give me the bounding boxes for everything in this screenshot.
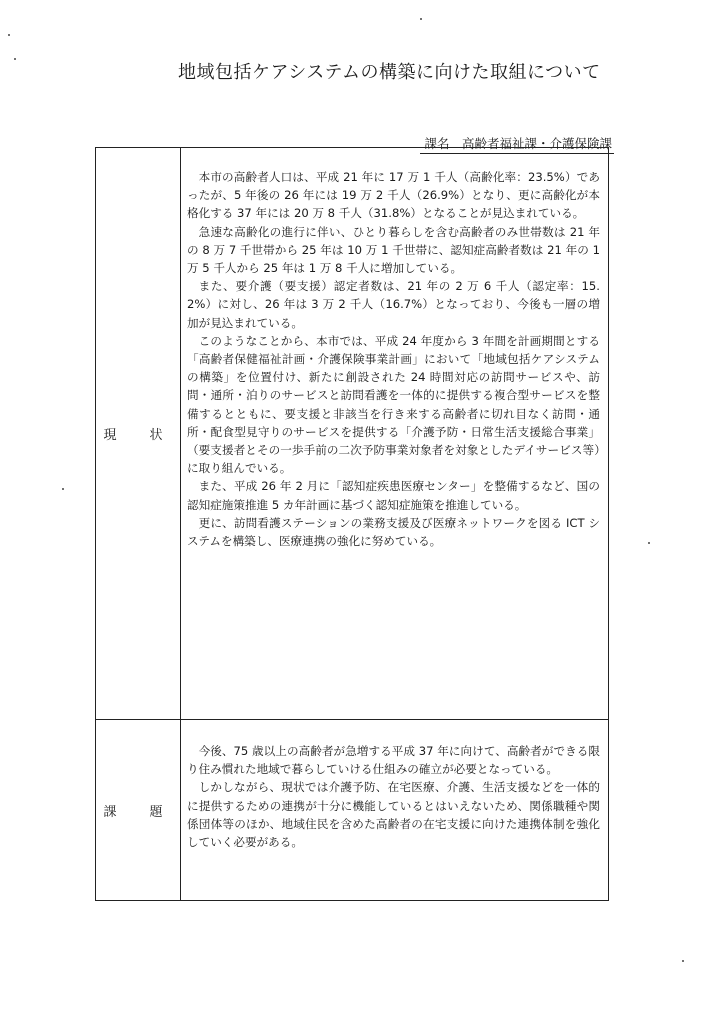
- scan-speck: [8, 34, 10, 36]
- scan-speck: [682, 960, 684, 962]
- current-status-label: 現 状: [96, 148, 181, 720]
- current-status-row: [96, 148, 609, 720]
- document-title: 地域包括ケアシステムの構築に向けた取組について: [178, 62, 601, 83]
- scan-speck: [648, 542, 650, 544]
- paragraph: このようなことから、本市では、平成 24 年度から 3 年間を計画期間とする「高齢者保健福祉計画・介護保険事業計画」において「地域包括ケアシステムの構築」を位置付け、新たに創設された 24 時間対応の訪問サービスや、訪問・通所・泊りのサービスと訪問看護を一体的に提供する複合型サービスを整備するとともに、要支援と非該当を行き来する高齢者に切れ目なく訪問・通所・配食型見守りのサービスを提供する「介護予防・日常生活支援総合事業」（要支援者とその一歩手前の二次予防事業対象者を対象としたデイサービス等）に取り組んでいる。: [187, 333, 600, 476]
- department-name: 課名 高齢者福祉課・介護保険課: [420, 134, 614, 154]
- paragraph: 本市の高齢者人口は、平成 21 年に 17 万 1 千人（高齢化率：23.5%）であったが、5 年後の 26 年には 19 万 2 千人（26.9%）となり、更に高齢化が本格化する 37 年には 20 万 8 千人（31.8%）となることが見込まれている。: [187, 170, 600, 221]
- paragraph: また、平成 26 年 2 月に「認知症疾患医療センター」を整備するなど、国の認知症施策推進 5 カ年計画に基づく認知症施策を推進している。: [187, 479, 600, 512]
- paragraph: 今後、75 歳以上の高齢者が急増する平成 37 年に向けて、高齢者ができる限り住み慣れた地域で暮らしていける仕組みの確立が必要となっている。: [187, 744, 600, 777]
- issues-row: [96, 720, 609, 901]
- issues-cell: [181, 720, 609, 901]
- paragraph: しかしながら、現状では介護予防、在宅医療、介護、生活支援などを一体的に提供するための連携が十分に機能しているとはいえないため、関係職種や関係団体等のほか、地域住民を含めた高齢者の在宅支援に向けた連携体制を強化していく必要がある。: [187, 780, 600, 850]
- issues-text: [181, 720, 608, 851]
- issues-label: 課 題: [96, 720, 181, 901]
- scan-speck: [420, 18, 422, 20]
- scan-speck: [14, 58, 16, 60]
- scan-speck: [62, 488, 64, 490]
- content-table: [95, 147, 609, 901]
- paragraph: 更に、訪問看護ステーションの業務支援及び医療ネットワークを図る ICT システムを構築し、医療連携の強化に努めている。: [187, 515, 600, 549]
- current-status-cell: [181, 148, 609, 720]
- paragraph: 急速な高齢化の進行に伴い、ひとり暮らしを含む高齢者のみ世帯数は 21 年の 8 万 7 千世帯から 25 年は 10 万 1 千世帯に、認知症高齢者数は 21 年の 1 万 5 千人から 25 年は 1 万 8 千人に増加している。: [187, 224, 600, 276]
- current-status-text: [181, 148, 608, 550]
- paragraph: また、要介護（要支援）認定者数は、21 年の 2 万 6 千人（認定率：15.2%）に対し、26 年は 3 万 2 千人（16.7%）となっており、今後も一層の増加が見込まれている。: [187, 279, 600, 330]
